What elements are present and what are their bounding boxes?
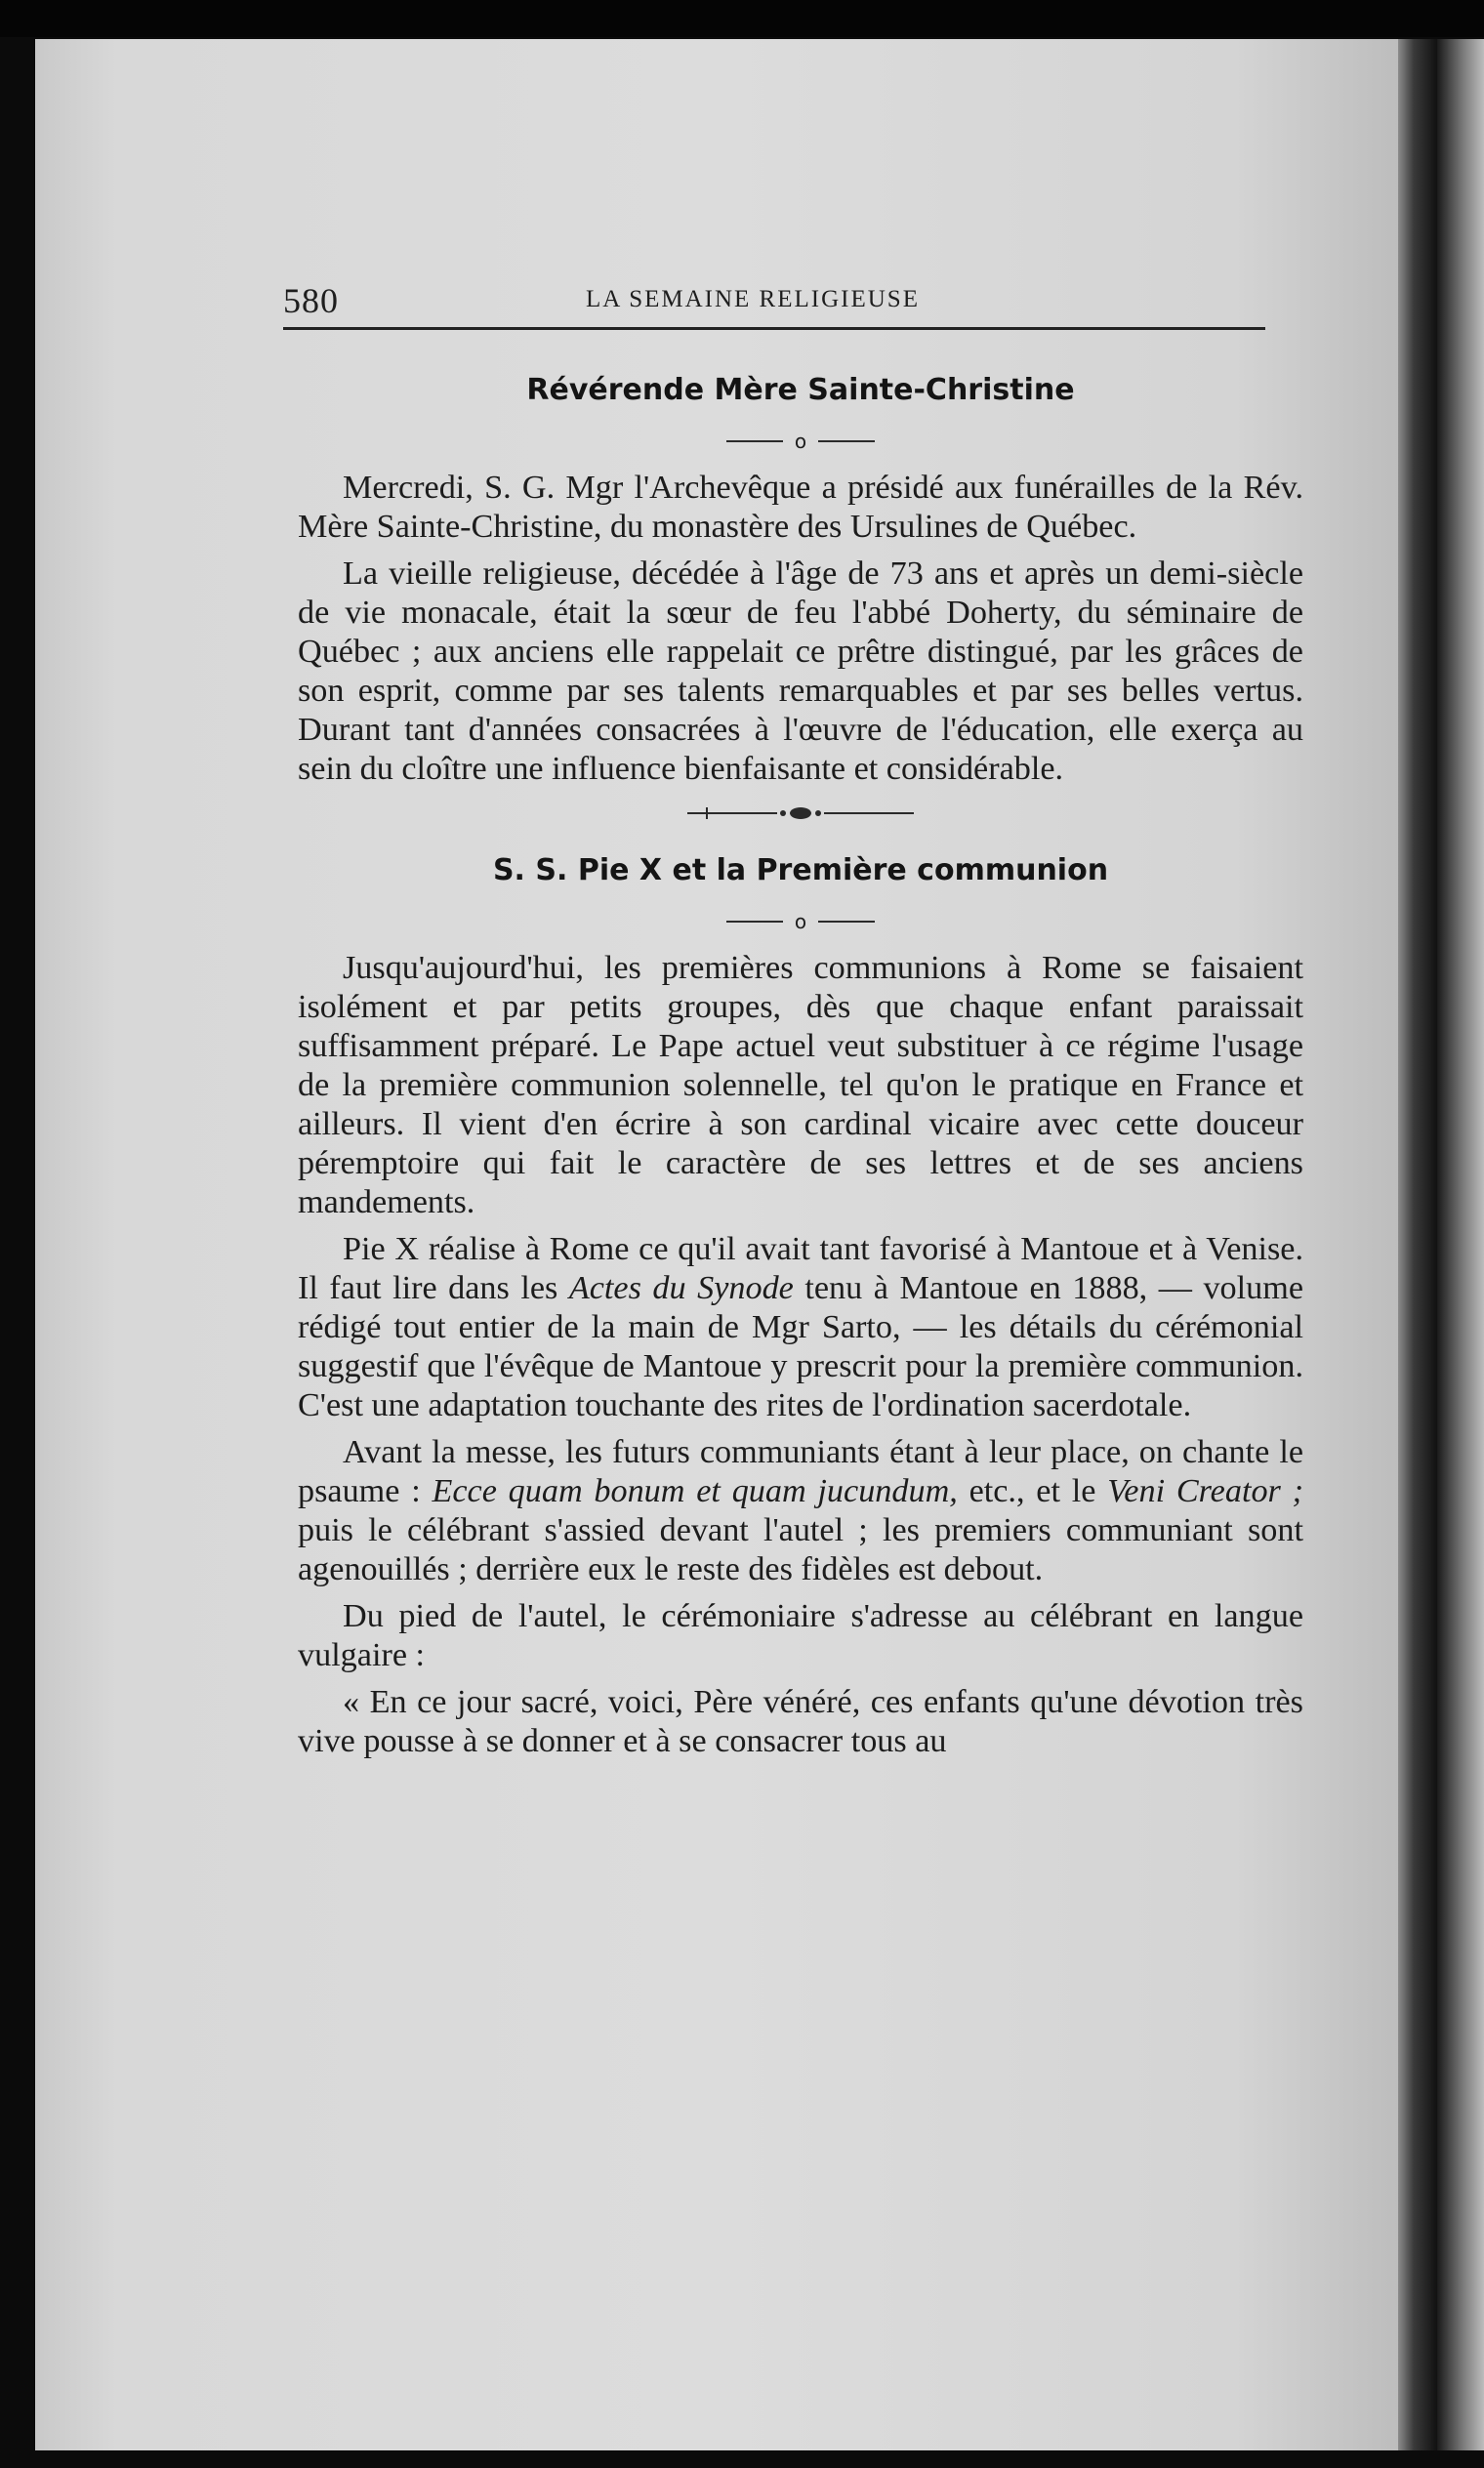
page-edge-shadow [1398,39,1437,2450]
divider-mark: o [794,910,807,934]
text-run: tenu à Mantoue en 1888, — volume rédigé tout entier de la main de Mgr Sarto, — les détails du cérémonial suggestif que l'évêque de Mantoue y prescrit pour la première communion. C'est une adaptation touchante des rites de l'ordination sacerdotale. [298,1270,1304,1423]
article-body [298,371,1303,1769]
paragraph [298,1230,1303,1425]
paragraph [298,1433,1303,1589]
section-title-sainte-christine: Révérende Mère Sainte-Christine [526,373,1075,407]
next-page-sliver [1437,39,1484,2450]
paragraph: Mercredi, S. G. Mgr l'Archevêque a présidé aux funérailles de la Rév. Mère Sainte-Christine, du monastère des Ursulines de Québec. [298,470,1303,545]
ornamental-rule [298,799,1303,838]
divider-line-left [726,440,783,442]
divider-line-left [726,921,783,923]
divider-line-right [818,440,875,442]
page-number: 580 [283,281,339,320]
running-title: LA SEMAINE RELIGIEUSE [586,286,920,312]
paragraph: « En ce jour sacré, voici, Père vénéré, ces enfants qu'une dévotion très vive pousse à se donner et à se consacrer tous au [298,1684,1303,1759]
page-header [283,278,1265,330]
ornament-flourish-icon [683,799,918,828]
text-run: Avant la messe, les futurs communiants étant à leur place, on chante le psaume : [298,1434,1303,1509]
divider-line-right [818,921,875,923]
section-title-pie-x: S. S. Pie X et la Première communion [492,853,1109,887]
paragraph: Jusqu'aujourd'hui, les premières communions à Rome se faisaient isolément et par petits groupes, dès que chaque enfant paraissait suffisamment préparé. Le Pape actuel veut substituer à ce régime l'usage de la première communion solennelle, tel qu'on le pratique en France et ailleurs. Il vient d'en écrire à son cardinal vicaire avec cette douceur péremptoire qui fait le caractère de ses lettres et de ses anciens mandements. [298,950,1303,1220]
text-run: puis le célébrant s'assied devant l'autel ; les premiers communiant sont agenouillés ; derrière eux le reste des fidèles est debout. [298,1512,1303,1587]
section-divider [298,420,1303,454]
section-divider [298,900,1303,934]
italic-latin: Ecce quam bonum et quam jucundum, [432,1473,958,1509]
film-border-top [0,0,1484,37]
paragraph: La vieille religieuse, décédée à l'âge de 73 ans et après un demi-siècle de vie monacale, était la sœur de feu l'abbé Doherty, du séminaire de Québec ; aux anciens elle rappelait ce prêtre distingué, par les grâces de son esprit, comme par ses talents remarquables et par ses belles vertus. Durant tant d'années consacrées à l'œuvre de l'éducation, elle exerça au sein du cloître une influence bienfaisante et considérable. [298,555,1303,787]
italic-latin: Veni Creator ; [1107,1473,1303,1509]
text-run: etc., et le [957,1473,1108,1509]
text-run: Pie X réalise à Rome ce qu'il avait tant favorisé à Mantoue et à Venise. Il faut lire dans les [298,1231,1303,1306]
paragraph: Du pied de l'autel, le cérémoniaire s'adresse au célébrant en langue vulgaire : [298,1598,1303,1673]
italic-title: Actes du Synode [568,1270,794,1306]
divider-mark: o [794,430,807,454]
